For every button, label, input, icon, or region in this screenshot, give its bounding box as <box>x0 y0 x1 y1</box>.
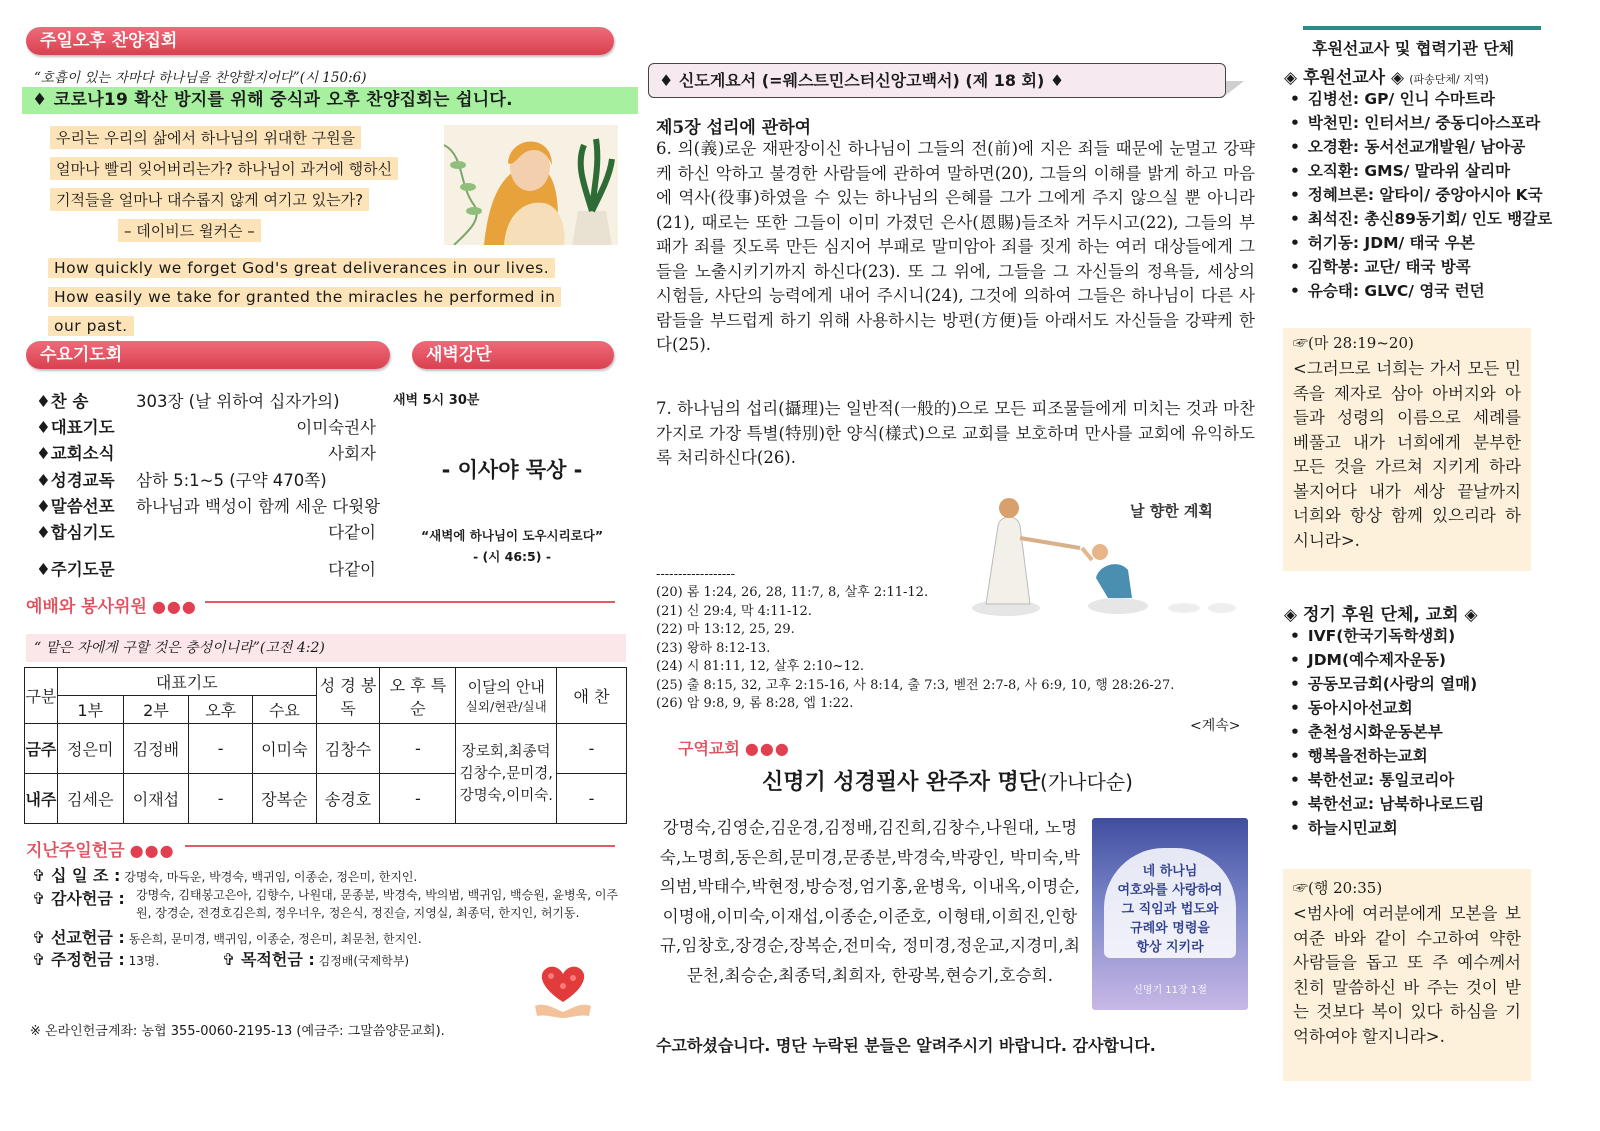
verse-box-acts <box>1283 869 1531 1081</box>
list-item: • 동아시아선교회 <box>1290 696 1484 720</box>
dawn-verse-ref: - (시 46:5) - <box>472 549 552 564</box>
list-item: • 오직환: GMS/ 말라위 살리마 <box>1290 159 1552 183</box>
sunday-service-title: 주일오후 찬양집회 <box>40 31 178 51</box>
dawn-title: 새벽강단 <box>426 345 492 365</box>
sub-header: 2부 <box>123 696 189 724</box>
footnote: (20) 롬 1:24, 26, 28, 11:7, 8, 살후 2:11-12. <box>656 585 929 600</box>
deuteronomy-verse-card <box>1092 818 1248 1010</box>
list-item: • 정혜브론: 알타이/ 중앙아시아 K국 <box>1290 183 1552 207</box>
offering-tithe: ✞ 십 일 조 : 강명숙, 마득운, 박경숙, 백귀임, 이종순, 정은미, 한지인. <box>32 866 418 885</box>
offering-purpose: ✞ 목적헌금 : 김정배(국제학부) <box>222 950 410 969</box>
verse-ref: ☞(마 28:19~20) <box>1293 334 1414 352</box>
creed-title-box: ♦ 신도게요서 (=웨스트민스터신앙고백서) (제 18 회) ♦ <box>648 63 1226 98</box>
footnote: (24) 시 81:11, 12, 살후 2:10~12. <box>656 659 865 674</box>
missionary-heading: ◈ 후원선교사 ◈ (파송단체/ 지역) <box>1284 68 1489 88</box>
verse-text: <그러므로 너희는 가서 모든 민족을 제자로 삼아 아버지와 아들과 성령의 이름으로 세례를 베풀고 내가 너희에게 분부한 모든 것을 가르쳐 지키게 하라 볼지어다 내가 세상 끝날까지 너희와 항상 함께 있으리라 하시니라>. <box>1293 359 1521 550</box>
bible-copy-title: 신명기 성경필사 완주자 명단(가나다순) <box>762 770 1133 795</box>
list-item: • 유승태: GLVC/ 영국 런던 <box>1290 279 1552 303</box>
order-row-news: ♦교회소식 사회자 <box>36 444 376 463</box>
plan-caption: 날 향한 계획 <box>1130 502 1213 520</box>
list-item: • 허기동: JDM/ 태국 우본 <box>1290 231 1552 255</box>
supporters-title: 후원선교사 및 협력기관 단체 <box>1312 39 1515 58</box>
dawn-time: 새벽 5시 30분 <box>393 393 480 408</box>
chapter-title: 제5장 섭리에 관하여 <box>656 118 812 138</box>
footnote: (25) 출 8:15, 32, 고후 2:15-16, 사 8:14, 출 7:3, 벧전 2:7-8, 사 6:9, 10, 행 28:26-27. <box>656 677 1175 693</box>
sub-header: 오후 <box>189 696 253 724</box>
header-prayer: 대표기도 <box>57 668 316 696</box>
online-account: ※ 온라인헌금계좌: 농협 355-0060-2195-13 (예금주: 그말씀양문교회). <box>30 1024 445 1039</box>
quote-author: – 데이비드 윌커슨 – <box>118 219 261 242</box>
dawn-verse: “새벽에 하나님이 도우시리로다” <box>420 528 604 543</box>
completer-names: 강명숙,김영순,김운경,김정배,김진희,김창수,나원대, 노명숙,노명희,동은희,문미경,문종분,박경숙,박광인, 박미숙,박의범,박태수,박현정,방승정,엄기홍,윤병욱, 이내옥,이명순,이명애,이미숙,이재섭,이종순,이준호, 이형태,이희진,인항규,임창호,장경순,장복순,전미숙, 정미경,정운교,지경미,최문천,최승순,최종덕,최희자, 한광복,현승기,호승희. <box>659 818 1081 985</box>
list-item: • 북한선교: 남북하나로드림 <box>1290 792 1484 816</box>
order-row-lords-prayer: ♦주기도문 다같이 <box>36 560 376 579</box>
dawn-preacher: - 이사야 묵상 - <box>441 458 583 482</box>
list-item: • IVF(한국기독학생회) <box>1290 624 1484 648</box>
list-item: • 북한선교: 통일코리아 <box>1290 768 1484 792</box>
footnotes <box>656 584 1256 714</box>
heart-hands-icon <box>531 962 595 1020</box>
order-row-reading: ♦성경교독 삼하 5:1~5 (구약 470쪽) <box>36 471 327 490</box>
list-item: • 김학봉: 교단/ 태국 방콕 <box>1290 255 1552 279</box>
creed-paragraph-7: 7. 하나님의 섭리(攝理)는 일반적(一般的)으로 모든 피조물들에게 미치는 것과 마찬가지로 가장 특별(特別)한 양식(樣式)으로 교회를 보호하며 만사를 교회에 유익하도록 처리하신다(26). <box>656 399 1255 467</box>
list-item: • 김병선: GP/ 인니 수마트라 <box>1290 87 1552 111</box>
header-afternoon: 오 후 특 순 <box>380 668 456 724</box>
list-item: • 춘천성시화운동본부 <box>1290 720 1484 744</box>
header-reading: 성 경 봉 독 <box>316 668 380 724</box>
dawn-service-header <box>412 341 614 369</box>
footnote: (23) 왕하 8:12-13. <box>656 640 771 656</box>
verse-ref: ☞(행 20:35) <box>1293 879 1383 897</box>
divider <box>205 601 615 603</box>
duty-verse: “ 맡은 자에게 구할 것은 충성이니라”(고전 4:2) <box>26 634 626 662</box>
order-row-prayer: ♦대표기도 이미숙권사 <box>36 418 376 437</box>
quote-line: 얼마나 빨리 잊어버리는가? 하나님이 과거에 행하신 <box>50 157 398 180</box>
quote-line: 기적들을 얼마나 대수롭지 않게 여기고 있는가? <box>50 188 369 211</box>
table-row: 내주 김세은 이재섭 - 장복순 송경호 - - <box>25 774 627 824</box>
header-praise: 애 찬 <box>557 668 627 724</box>
list-item: • 공동모금회(사랑의 열매) <box>1290 672 1484 696</box>
order-row-joint-prayer: ♦합심기도 다같이 <box>36 523 376 542</box>
district-church-title: 구역교회 ●●● <box>678 739 790 758</box>
offering-mission: ✞ 선교헌금 : 동은희, 문미경, 백귀임, 이종순, 정은미, 최문천, 한지인. <box>32 928 422 947</box>
sunday-service-header <box>26 27 614 55</box>
english-quote <box>48 258 628 345</box>
order-row-hymn: ♦찬 송 303장 (날 위하여 십자가의) <box>36 392 340 411</box>
title-rule <box>1303 26 1541 30</box>
wilkerson-quote <box>50 126 450 250</box>
sub-header: 수요 <box>253 696 317 724</box>
thanks-note: 수고하셨습니다. 명단 누락된 분들은 알려주시기 바랍니다. 감사합니다. <box>656 1036 1156 1055</box>
header-guide: 이달의 안내 실외/현관/실내 <box>456 668 557 724</box>
card-verse: 네 하나님 여호와를 사랑하여 그 직임과 법도와 규례와 명령을 항상 지키라 <box>1117 864 1223 955</box>
covid-notice: ♦ 코로나19 확산 방지를 위해 중식과 오후 찬양집회는 쉽니다. <box>22 87 638 114</box>
table-row: 금주 정은미 김정배 - 이미숙 김창수 - 장로회,최종덕 김창수,문미경, 강명숙,이미숙. - <box>25 724 627 774</box>
order-row-sermon: ♦말씀선포 하나님과 백성이 함께 세운 다윗왕 <box>36 497 381 516</box>
footnote: (21) 신 29:4, 막 4:11-12. <box>656 603 812 619</box>
divider <box>185 845 615 847</box>
creed-paragraph-6: 6. 의(義)로운 재판장이신 하나님이 그들의 전(前)에 지은 죄들 때문에 눈멀고 강퍅케 하신 악하고 불경한 사람들에 관하여 말하면(20), 그들의 이해를 밝게 하고 마음에 역사(役事)하였을 수 있는 하나님의 은혜를 그가 그에게 주지 않으실 뿐 아니라(21), 때로는 또한 그들이 이미 가졌던 은사(恩賜)들조차 거두시고(22), 그들의 부패가 죄를 짓도록 만든 심지어 부패로 말미암아 죄를 짓게 하는 여러 대상들에게 그들을 노출시키기까지 하신다(23). 또 그 위에, 그들을 그 자신들의 정욕들, 세상의 시험들, 사단의 능력에게 내어 주시니(24), 그것에 의하여 그들은 하나님이 다른 사람들을 부드럽게 하기 위해 사용하시는 방편(方便)들 아래서도 자신들을 강퍅케 한다(25). <box>656 139 1255 354</box>
wednesday-title: 수요기도회 <box>40 345 123 365</box>
missionary-list <box>1290 87 1552 303</box>
verse-box-matthew <box>1283 328 1531 571</box>
duty-section-title: 예배와 봉사위원 ●●● <box>26 597 197 617</box>
offering-section-title: 지난주일헌금 ●●● <box>26 841 175 861</box>
card-verse-ref: 신명기 11장 1절 <box>1133 985 1207 996</box>
english-line: our past. <box>48 316 134 336</box>
list-item: • 하늘시민교회 <box>1290 816 1484 840</box>
duty-table <box>24 667 627 824</box>
org-list <box>1290 624 1484 840</box>
orgs-heading: ◈ 정기 후원 단체, 교회 ◈ <box>1284 605 1478 625</box>
list-item: • JDM(예수제자운동) <box>1290 648 1484 672</box>
arrow-decoration-icon <box>1226 80 1244 94</box>
offering-thanks: ✞ 감사헌금 : 강명숙, 김태봉고은아, 김향수, 나원대, 문종분, 박경숙, 박의범, 백귀임, 백승원, 윤병욱, 이주원, 장경순, 전경호김은희, 정우너우, 정은식, 정진슬, 지영실, 최종덕, 한지인, 허기동. <box>32 888 619 920</box>
wednesday-prayer-header <box>26 341 390 369</box>
footnote: (26) 암 9:8, 9, 롬 8:28, 엡 1:22. <box>656 696 854 711</box>
list-item: • 행복을전하는교회 <box>1290 744 1484 768</box>
monthly-guide: 장로회,최종덕 김창수,문미경, 강명숙,이미숙. <box>456 724 557 824</box>
list-item: • 오경환: 동서선교개발원/ 남아공 <box>1290 135 1552 159</box>
list-item: • 최석진: 총신89동기회/ 인도 뱅갈로 <box>1290 207 1552 231</box>
english-line: How easily we take for granted the miracles he performed in <box>48 287 561 307</box>
sub-header: 1부 <box>57 696 123 724</box>
offering-weekly: ✞ 주정헌금 : 13명. <box>32 950 160 969</box>
english-line: How quickly we forget God's great deliverances in our lives. <box>48 258 555 278</box>
praying-woman-illustration <box>444 125 618 245</box>
verse-text: <범사에 여러분에게 모본을 보여준 바와 같이 수고하여 약한 사람들을 돕고 또 주 예수께서 친히 말씀하신 바 주는 것이 받는 것보다 복이 있다 하심을 기억하여야 할지니라>. <box>1293 904 1521 1046</box>
footnote: (22) 마 13:12, 25, 29. <box>656 622 795 637</box>
footnote-rule: ------------------ <box>656 567 736 582</box>
continued-mark: <계속> <box>1190 718 1241 734</box>
quote-line: 우리는 우리의 삶에서 하나님의 위대한 구원을 <box>50 126 361 149</box>
list-item: • 박천민: 인터서브/ 중동디아스포라 <box>1290 111 1552 135</box>
header-gubun: 구분 <box>25 668 58 724</box>
sunday-verse: “호흡이 있는 자마다 하나님을 찬양할지어다”(시 150:6) <box>34 70 367 86</box>
